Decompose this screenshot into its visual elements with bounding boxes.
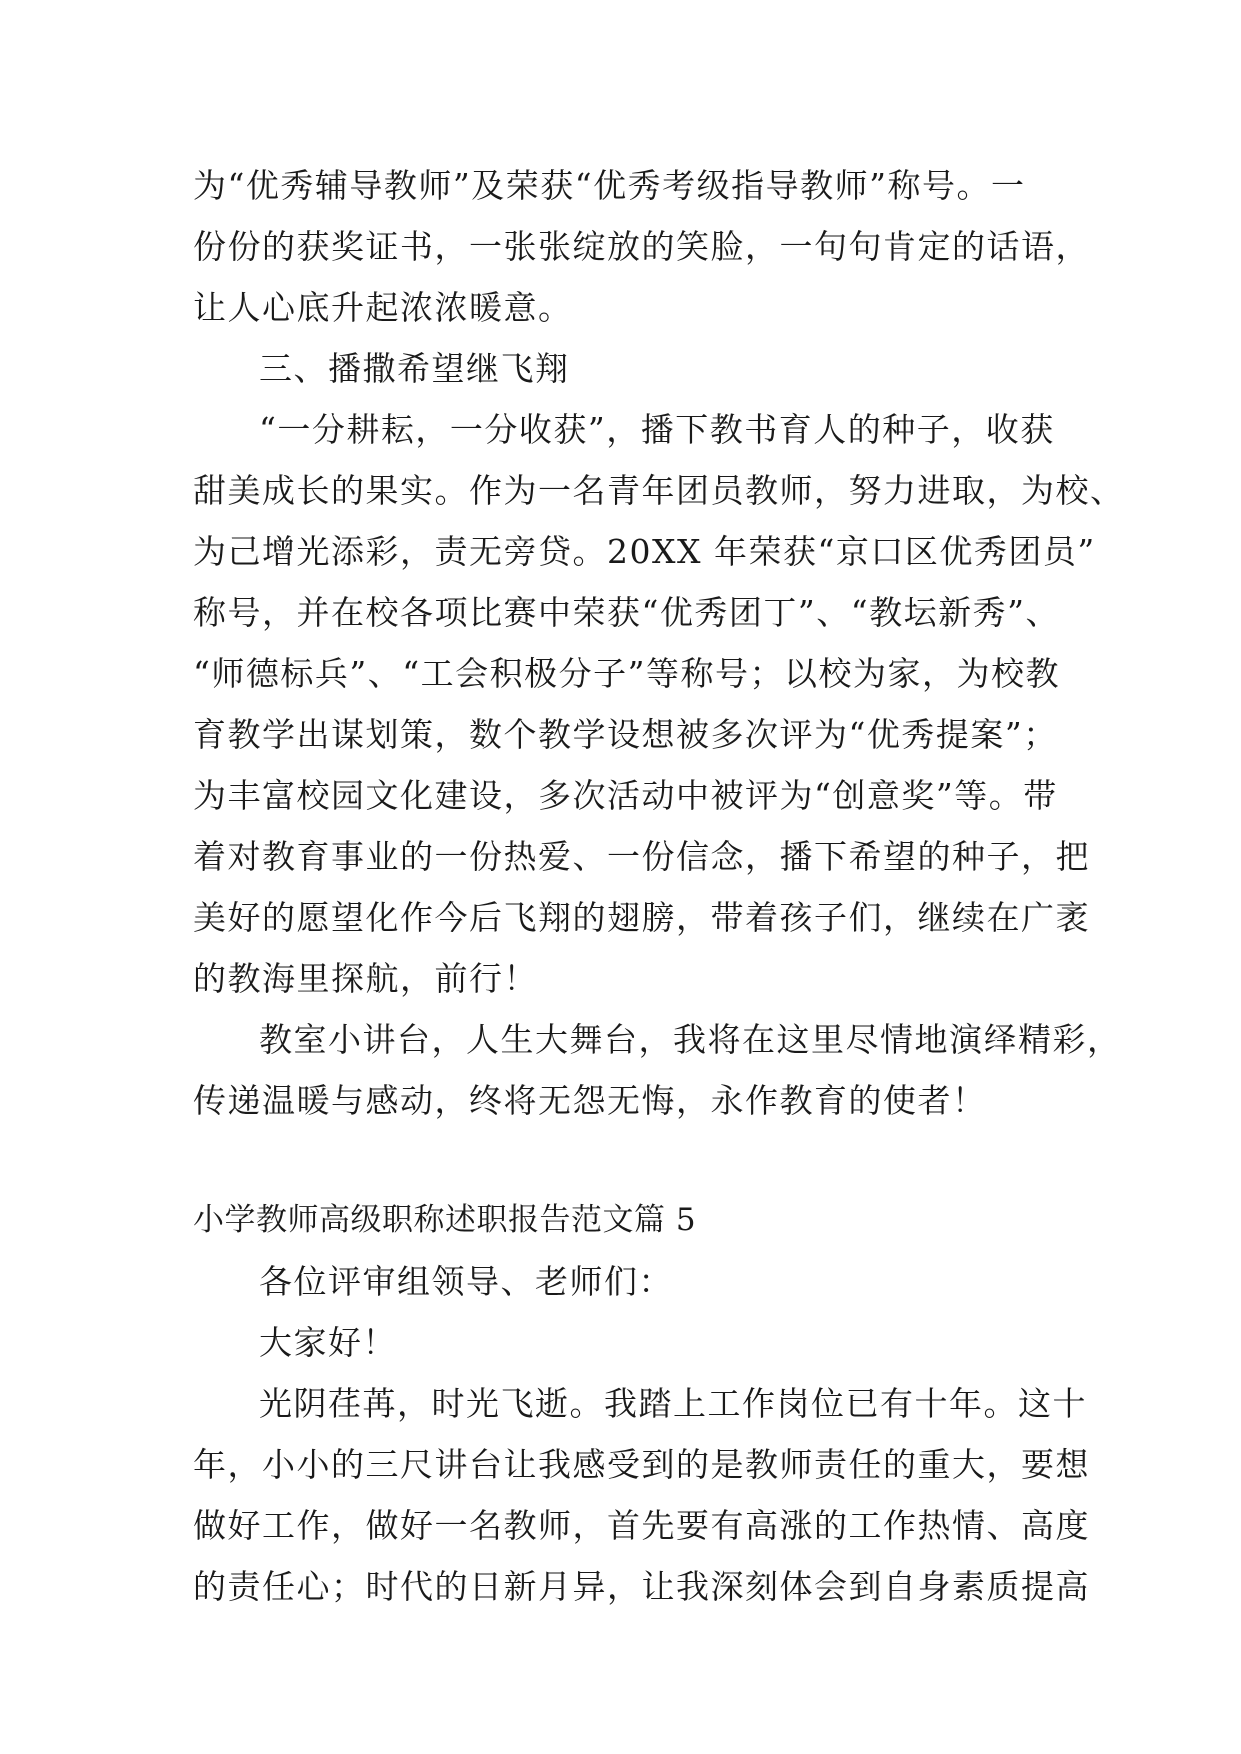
body-text-line: 的教海里探航，前行！ (193, 959, 538, 998)
body-text-line: 着对教育事业的一份热爱、一份信念，播下希望的种子，把 (193, 837, 1090, 876)
body-text-line: 份份的获奖证书，一张张绽放的笑脸，一句句肯定的话语， (193, 227, 1090, 266)
greeting: 大家好！ (259, 1323, 397, 1362)
body-text-line: 传递温暖与感动，终将无怨无悔，永作教育的使者！ (193, 1081, 987, 1120)
body-text-line: 年，小小的三尺讲台让我感受到的是教师责任的重大，要想 (193, 1445, 1090, 1484)
section-heading: 三、播撒希望继飞翔 (259, 349, 570, 388)
body-text-line: 光阴荏苒，时光飞逝。我踏上工作岗位已有十年。这十 (259, 1384, 1087, 1423)
body-text-line: 称号，并在校各项比赛中荣获“优秀团丁”、“教坛新秀”、 (193, 593, 1060, 632)
article-title: 小学教师高级职称述职报告范文篇 5 (193, 1202, 697, 1238)
body-text-line: “一分耕耘，一分收获”，播下教书育人的种子，收获 (259, 410, 1055, 449)
body-text-line: 做好工作，做好一名教师，首先要有高涨的工作热情、高度 (193, 1506, 1090, 1545)
body-text-line: 为己增光添彩，责无旁贷。20XX 年荣获“京口区优秀团员” (193, 532, 1096, 571)
document-page (193, 155, 1125, 1617)
body-text-line: 为“优秀辅导教师”及荣获“优秀考级指导教师”称号。一 (193, 166, 1026, 205)
body-text-line: “师德标兵”、“工会积极分子”等称号；以校为家，为校教 (193, 654, 1060, 693)
body-text-line: 让人心底升起浓浓暖意。 (193, 288, 573, 327)
body-text-line: 育教学出谋划策，数个教学设想被多次评为“优秀提案”； (193, 715, 1058, 754)
body-text-line: 甜美成长的果实。作为一名青年团员教师，努力进取，为校、 (193, 471, 1125, 510)
body-text-line: 教室小讲台，人生大舞台，我将在这里尽情地演绎精彩， (259, 1020, 1122, 1059)
body-text-line: 为丰富校园文化建设，多次活动中被评为“创意奖”等。带 (193, 776, 1058, 815)
body-text-line: 的责任心；时代的日新月异，让我深刻体会到自身素质提高 (193, 1567, 1090, 1606)
body-text-line: 美好的愿望化作今后飞翔的翅膀，带着孩子们，继续在广袤 (193, 898, 1090, 937)
section-gap (193, 1131, 1053, 1190)
salutation: 各位评审组领导、老师们： (259, 1262, 673, 1301)
